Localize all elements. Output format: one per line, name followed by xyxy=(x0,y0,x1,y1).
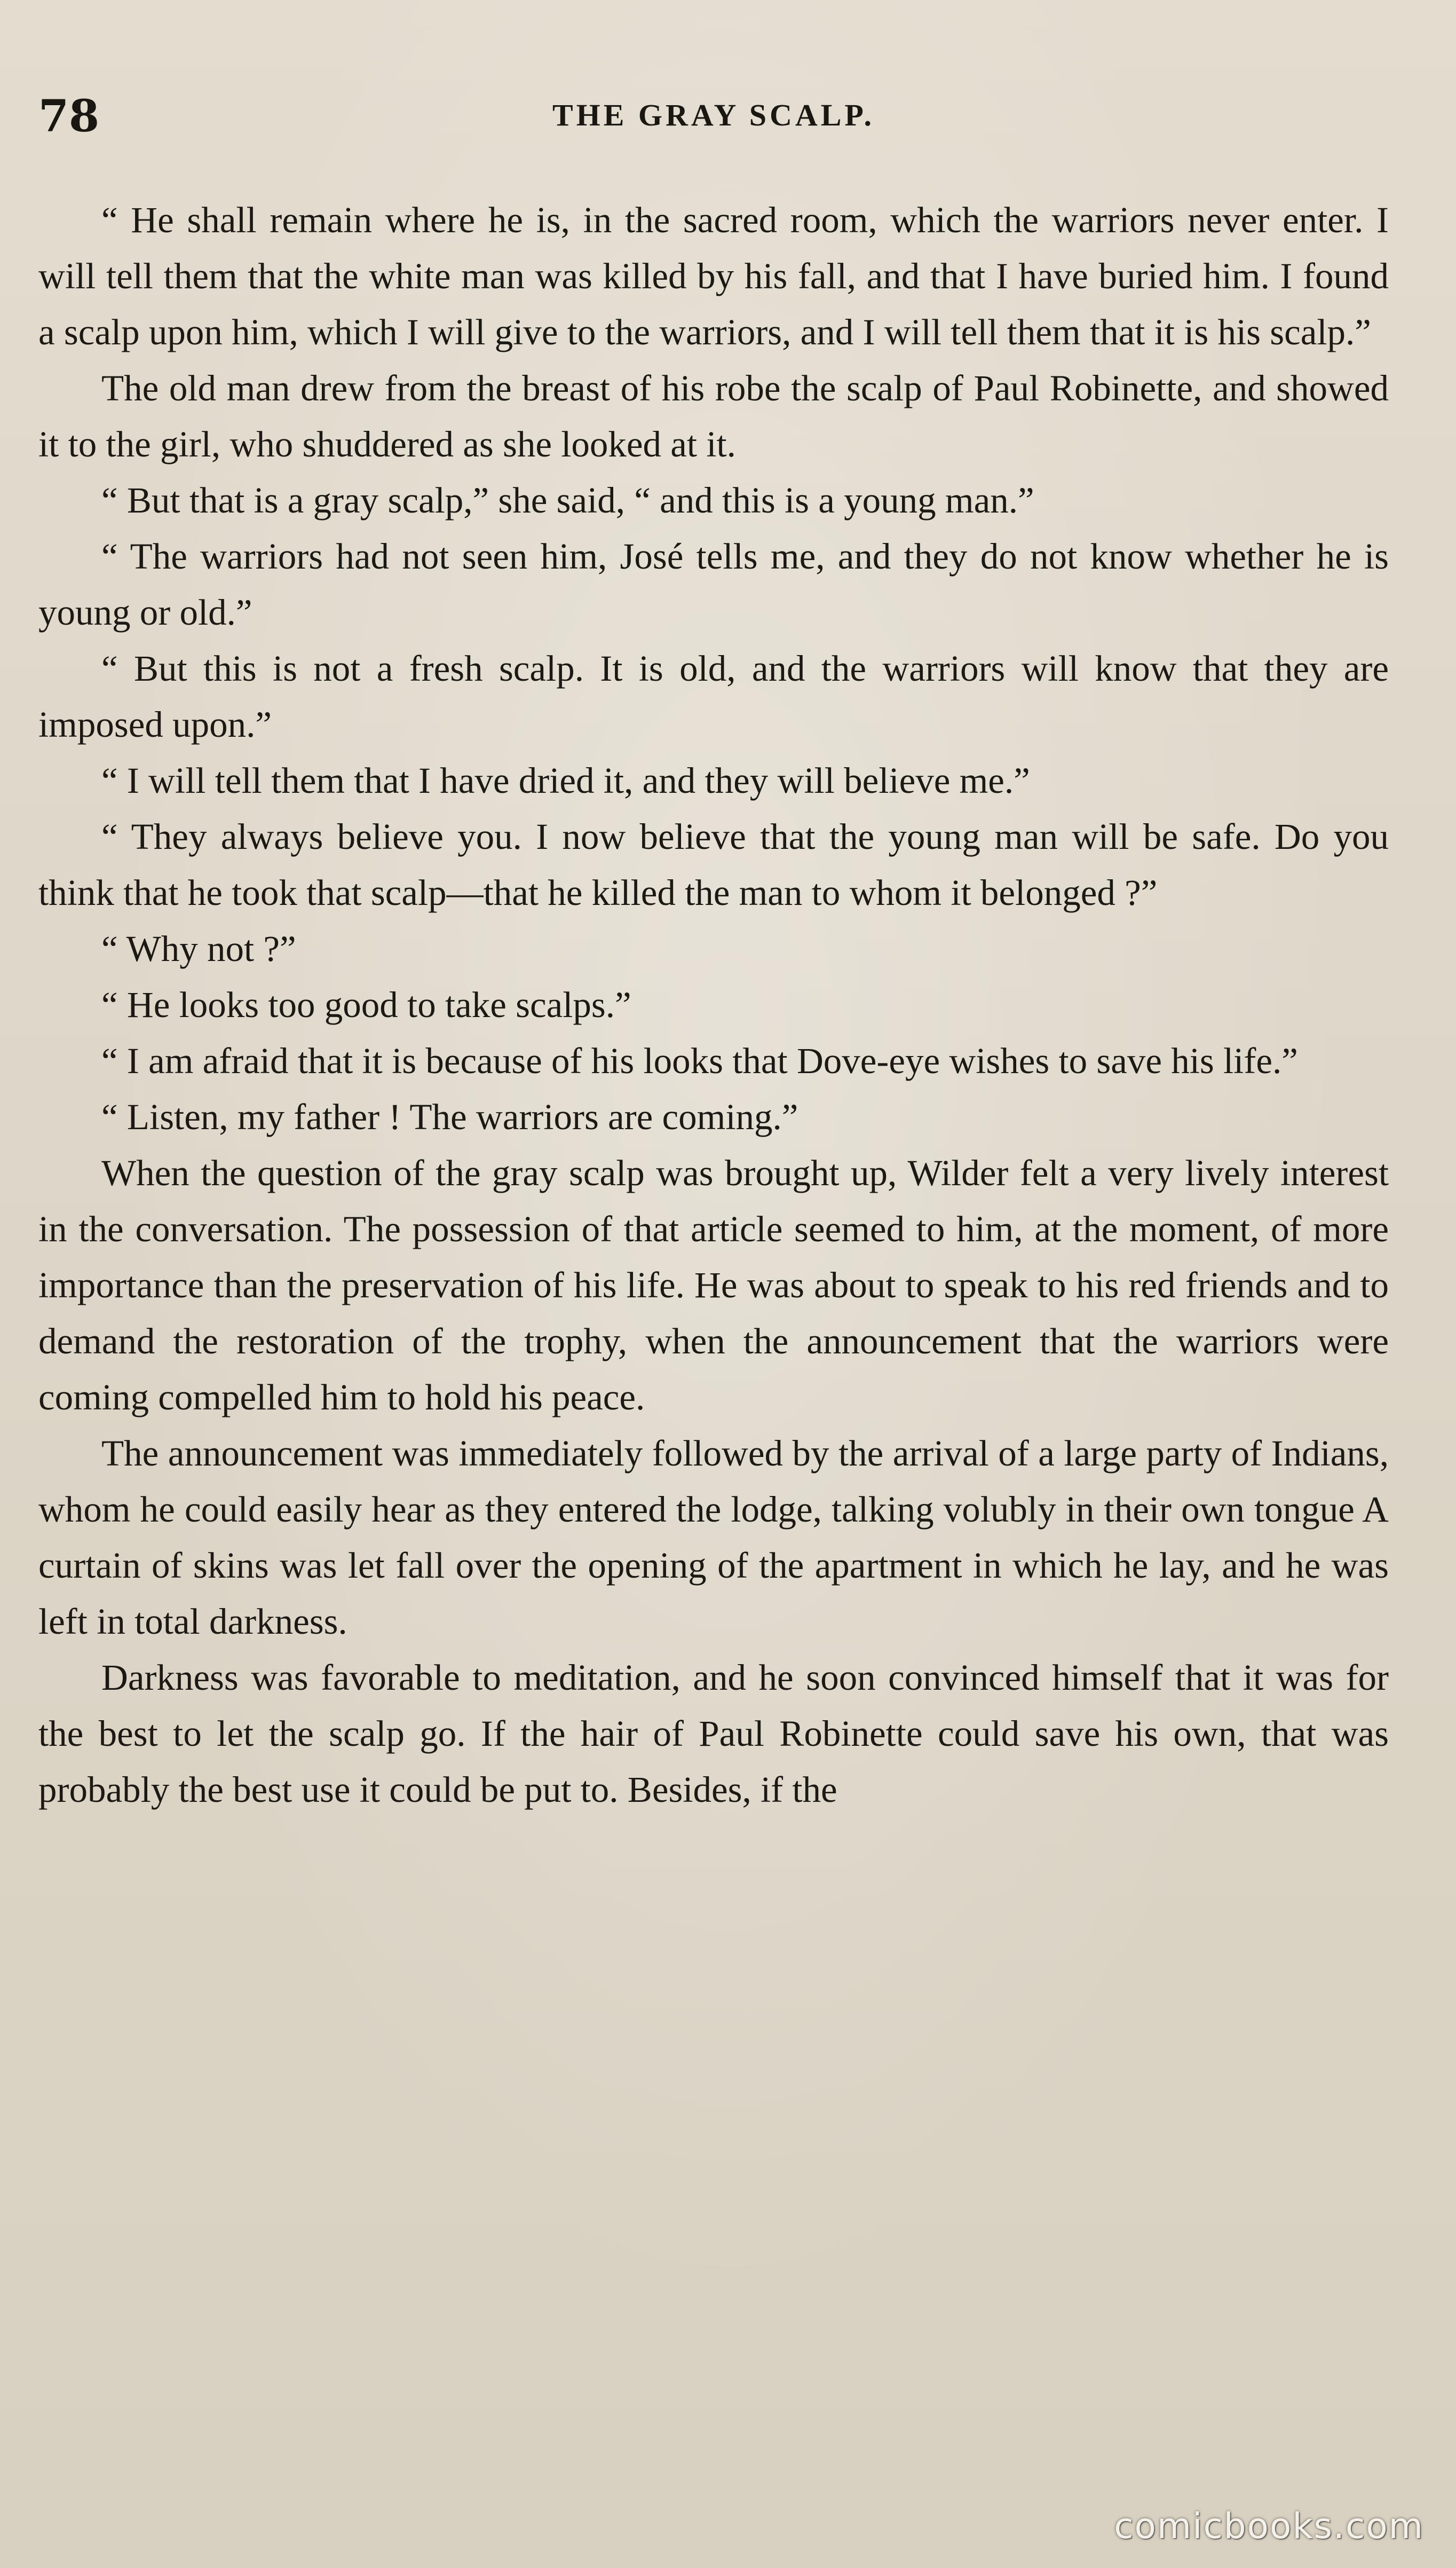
paragraph: “ I will tell them that I have dried it, and they will believe me.” xyxy=(101,760,1030,801)
paragraph: “ Listen, my father ! The warriors are coming.” xyxy=(101,1097,798,1137)
paragraph: Darkness was favorable to meditation, and he soon convinced himself that it was for the best to let the scalp go. If the hair of Paul Robinette could save his own, that was probably the best use it could be put to. Besides, if the xyxy=(38,1657,1389,1810)
watermark: comicbooks.com xyxy=(1114,2506,1424,2547)
paragraph: The announcement was immediately followed by the arrival of a large party of Indians, whom he could easily hear as they entered the lodge, talking volubly in their own tongue A curtain of skins was let fall over the opening of the apartment in which he lay, and he was left in total darkness. xyxy=(38,1433,1389,1642)
body-text xyxy=(38,192,1389,1818)
page-number: 78 xyxy=(38,91,100,142)
paragraph: “ Why not ?” xyxy=(101,928,296,969)
paragraph: “ But this is not a fresh scalp. It is old, and the warriors will know that they are imposed upon.” xyxy=(38,648,1389,745)
paragraph: “ He looks too good to take scalps.” xyxy=(101,984,631,1025)
page-header xyxy=(38,85,1389,149)
paragraph: “ He shall remain where he is, in the sacred room, which the warriors never enter. I will tell them that the white man was killed by his fall, and that I have buried him. I found a scalp upon him, which I will give to the warriors, and I will tell them that it is his scalp.” xyxy=(38,200,1389,352)
paragraph: “ I am afraid that it is because of his looks that Dove-eye wishes to save his life.” xyxy=(101,1041,1298,1081)
running-head: THE GRAY SCALP. xyxy=(552,98,875,132)
paragraph: The old man drew from the breast of his robe the scalp of Paul Robinette, and showed it to the girl, who shuddered as she looked at it. xyxy=(38,368,1389,464)
paragraph: “ The warriors had not seen him, José tells me, and they do not know whether he is young or old.” xyxy=(38,536,1389,633)
paragraph: “ They always believe you. I now believe that the young man will be safe. Do you think that he took that scalp—that he killed the man to whom it belonged ?” xyxy=(38,816,1389,913)
paragraph: “ But that is a gray scalp,” she said, “ and this is a young man.” xyxy=(101,480,1034,521)
paragraph: When the question of the gray scalp was brought up, Wilder felt a very lively interest in the conversation. The possession of that article seemed to him, at the moment, of more importance than the preservation of his life. He was about to speak to his red friends and to demand the restoration of the trophy, when the announcement that the warriors were coming compelled him to hold his peace. xyxy=(38,1153,1389,1417)
